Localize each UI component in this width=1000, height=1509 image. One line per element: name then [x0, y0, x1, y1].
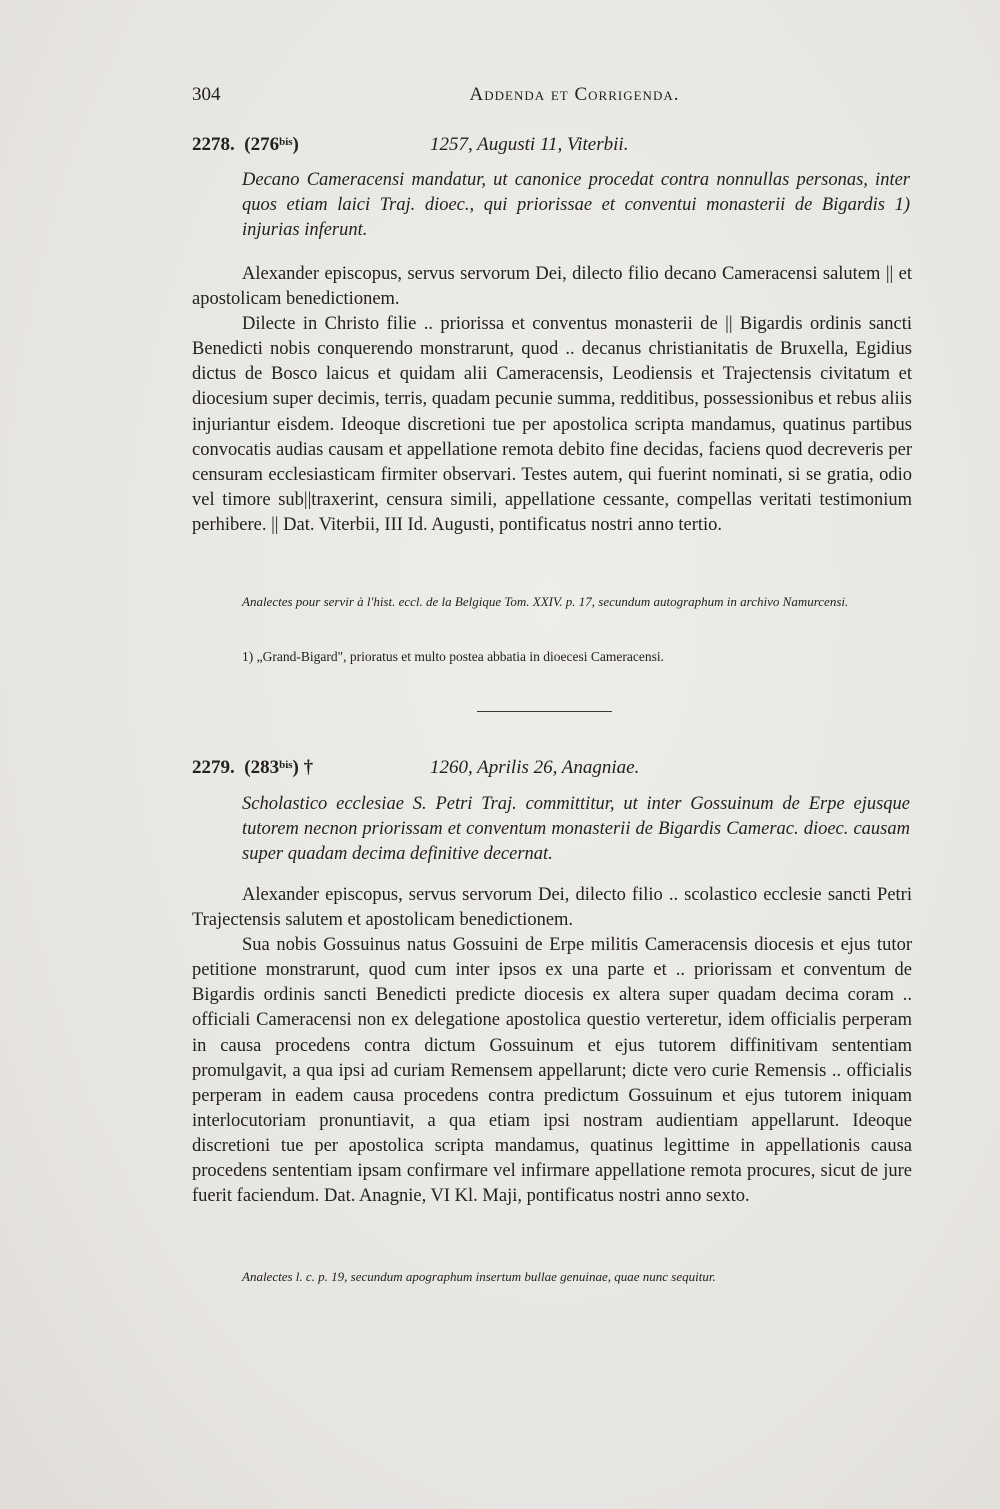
section-divider: [477, 711, 612, 712]
entry-heading-2278: [192, 134, 917, 160]
entry-ref-superscript: bis: [279, 136, 293, 148]
entry-number: [192, 757, 313, 779]
running-title: Addenda et Corrigenda.: [469, 84, 680, 105]
entry-ref-suffix: ): [292, 134, 299, 155]
entry-date: 1257, Augusti 11, Viterbii.: [430, 134, 629, 155]
footnote-2278: 1) „Grand-Bigard", prioratus et multo postea abbatia in dioecesi Cameracensi.: [242, 649, 664, 664]
entry-paragraph: Alexander episcopus, servus servorum Dei, dilecto filio .. scolastico ecclesie sancti Petri Trajectensis salutem et apostolicam benedictionem.: [192, 885, 912, 931]
entry-ref-suffix: ) †: [292, 757, 314, 778]
entry-paragraph: Alexander episcopus, servus servorum Dei, dilecto filio decano Cameracensi salutem || et apostolicam benedictionem.: [192, 264, 912, 310]
entry-ref-prefix: (283: [244, 757, 280, 778]
entry-number-value: 2279.: [192, 757, 235, 778]
entry-date: 1260, Aprilis 26, Anagniae.: [430, 757, 640, 778]
entry-regest-2278: Decano Cameracensi mandatur, ut canonice procedat contra nonnullas personas, inter quos etiam laici Traj. dioec., qui priorissae et conventui monasterii de Bigardis 1) injurias inferunt.: [242, 170, 910, 240]
entry-heading-2279: [192, 757, 917, 783]
entry-number-value: 2278.: [192, 134, 235, 155]
entry-ref-prefix: (276: [244, 134, 280, 155]
entry-number: [192, 134, 299, 156]
entry-ref-superscript: bis: [279, 759, 293, 771]
entry-regest-2279: Scholastico ecclesiae S. Petri Traj. committitur, ut inter Gossuinum de Erpe ejusque tutorem necnon priorissam et conventum monasterii de Bigardis Camerac. dioec. causam super quadam decima definitive decernat.: [242, 794, 910, 864]
source-citation-2278: Analectes pour servir à l'hist. eccl. de la Belgique Tom. XXIV. p. 17, secundum autographum in archivo Namurcensi.: [242, 594, 849, 609]
entry-paragraph: Sua nobis Gossuinus natus Gossuini de Erpe militis Cameracensis diocesis et ejus tutor petitione monstrarunt, quod cum inter ipsos ex una parte et .. priorissam et conventum de Bigardis ordinis sancti Benedicti predicte diocesis ex altera super quadam decima coram .. officiali Cameracensi non ex delegatione apostolica questio verteretur, idem officialis perperam in causa procedens contra dictum Gossuinum et ejus tutorem diffinitivam sententiam promulgavit, a qua ipsi ad curiam Remensem appellarunt; dicte vero curie Remensis .. officialis perperam in eadem causa procedens contra predictum Gossuinum et ejus tutorem iniquam interlocutoriam pronuntiavit, a qua etiam ipsi nostram audientiam appellarunt. Ideoque discretioni tue per apostolica scripta mandamus, quatinus legittime in appellationis causa procedens sententiam ipsam confirmare vel infirmare appellatione remota procures, sicut de jure fuerit faciendum. Dat. Anagnie, VI Kl. Maji, pontificatus nostri anno sexto.: [192, 935, 912, 1207]
running-head: [192, 84, 917, 108]
page-number: 304: [192, 84, 221, 105]
source-citation-2279: Analectes l. c. p. 19, secundum apographum insertum bullae genuinae, quae nunc sequitur.: [242, 1269, 716, 1284]
entry-text-2279: [192, 883, 912, 1209]
entry-text-2278: [192, 262, 912, 538]
entry-paragraph: Dilecte in Christo filie .. priorissa et conventus monasterii de || Bigardis ordinis sancti Benedicti nobis conquerendo monstrarunt, quod .. decanus christianitatis de Bruxella, Egidius dictus de Bosco laicus et quidam alii Cameracensis, Leodiensis et Trajectensis civitatum et diocesium super decimis, terris, quadam pecunie summa, redditibus, possessionibus et rebus aliis injuriantur eisdem. Ideoque discretioni tue per apostolica scripta mandamus, quatinus partibus convocatis audias causam et appellatione remota debito fine decidas, faciens quod decreveris per censuram ecclesiasticam firmiter observari. Testes autem, qui fuerint nominati, si se gratia, odio vel timore sub||traxerint, censura simili, appellatione cessante, compellas veritati testimonium perhibere. || Dat. Viterbii, III Id. Augusti, pontificatus nostri anno tertio.: [192, 314, 912, 535]
